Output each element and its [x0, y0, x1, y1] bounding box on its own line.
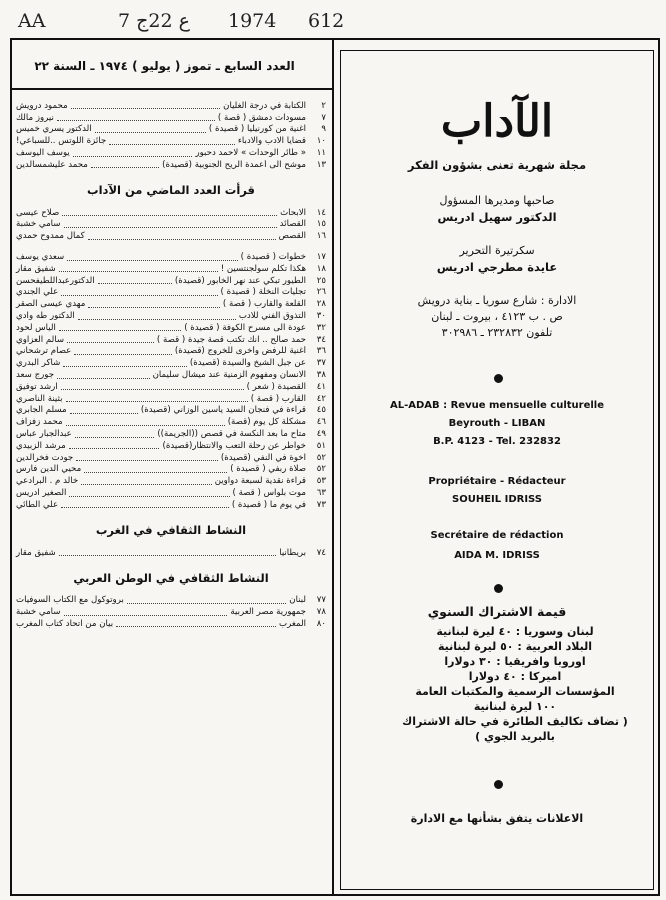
leader-dots — [71, 102, 221, 109]
toc-entry — [16, 405, 326, 417]
toc-entry — [16, 346, 326, 358]
toc-title: في يوم ما ( قصيدة ) — [231, 499, 306, 510]
toc-entry — [16, 147, 326, 159]
toc-page: ٧ — [321, 112, 326, 123]
toc-author: مرشد الزبيدي — [16, 440, 66, 451]
toc-entry — [16, 287, 326, 299]
toc-entry — [16, 547, 326, 559]
toc-page: ٣٧ — [316, 358, 326, 369]
toc-entry — [16, 464, 326, 476]
leader-dots — [109, 138, 235, 145]
french-owner-name: SOUHEIL IDRISS — [452, 494, 542, 505]
bullet-icon — [494, 584, 503, 593]
french-secretary-name: AIDA M. IDRISS — [454, 550, 540, 561]
toc-author: علي الطائي — [16, 499, 59, 510]
toc-page: ٧٣ — [316, 499, 326, 510]
toc-author: الدكتور يسري خميس — [16, 124, 92, 135]
toc-entry — [16, 381, 326, 393]
toc-title: جمهورية مصر العربية — [230, 607, 306, 618]
bullet-icon — [494, 374, 503, 383]
toc-title: التذوق الفني للادب — [238, 311, 306, 322]
bullet-icon — [494, 780, 503, 789]
toc-title: القصائد — [279, 219, 306, 230]
toc-page: ١٨ — [316, 263, 326, 274]
toc-page: ٣٢ — [316, 322, 326, 333]
toc-author: بيان من اتحاد كتاب المغرب — [16, 618, 114, 629]
toc-title: لبنان — [289, 595, 306, 606]
toc-author: شفيق مقار — [16, 547, 56, 558]
leader-dots — [66, 395, 248, 402]
toc-author: يوسف اليوسف — [16, 148, 70, 159]
toc-author: جودت فخرالدين — [16, 452, 74, 463]
toc-author: محمد زفزاف — [16, 417, 63, 428]
subscription-line: البلاد العربية : ٥٠ ليرة لبنانية — [437, 640, 593, 653]
leader-dots — [78, 313, 236, 320]
toc-page: ٤٢ — [316, 393, 326, 404]
owner-label: صاحبها ومديرها المسؤول — [439, 194, 555, 207]
leader-dots — [63, 360, 187, 367]
leader-dots — [59, 265, 218, 272]
subscription-line: ١٠٠ ليرة لبنانية — [473, 700, 557, 713]
leader-dots — [84, 466, 227, 473]
toc-title: « طائر الوحدات » لاحمد دحبور — [195, 148, 306, 159]
address-line: تلفون ٢٣٢٨٣٢ ـ ٣٠٢٩٨٦ — [441, 326, 553, 339]
toc-author: كمال ممدوح حمدي — [16, 231, 85, 242]
toc-page: ١٣ — [316, 159, 326, 170]
leader-dots — [66, 419, 225, 426]
toc-page: ٤٩ — [316, 429, 326, 440]
toc-title: خواطر عن رحلة التعب والانتظار(قصيدة) — [162, 440, 306, 451]
toc-group — [16, 547, 326, 559]
toc-entry — [16, 298, 326, 310]
subscription-line: لبنان وسوريا : ٤٠ ليرة لبنانية — [436, 625, 594, 638]
leader-dots — [57, 114, 215, 121]
toc-entry — [16, 251, 326, 263]
toc-entry — [16, 428, 326, 440]
toc-author: مهدي عيسى الصقر — [16, 299, 86, 310]
toc-author: جورج سعد — [16, 370, 55, 381]
toc-title: أغنية للرفض وأخرى للخروج (قصيدة) — [174, 346, 306, 357]
toc-entry — [16, 322, 326, 334]
french-owner-label: Propriétaire - Rédacteur — [428, 476, 566, 487]
subscription-line: بالبريد الجوي ) — [475, 730, 555, 743]
toc-title: موشح الى أعمدة الريح الجنوبية (قصيدة) — [162, 159, 306, 170]
toc-entry — [16, 416, 326, 428]
toc-author: شفيق مقار — [16, 263, 56, 274]
handwritten-year: 1974 — [228, 10, 277, 32]
subscription-line: اميركا : ٤٠ دولارا — [468, 670, 562, 683]
leader-dots — [61, 501, 229, 508]
toc-title: تجليات النخلة ( قصيدة ) — [220, 287, 306, 298]
toc-entry — [16, 207, 326, 219]
toc-author: بثينة الناصري — [16, 393, 63, 404]
leader-dots — [69, 490, 229, 497]
secretary-name: عايدة مطرجي ادريس — [436, 260, 558, 274]
toc-page: ٣٤ — [316, 334, 326, 345]
toc-page: ٧٧ — [316, 595, 326, 606]
leader-dots — [74, 348, 172, 355]
magazine-logo: الآداب — [440, 96, 554, 147]
toc-title: الانسان ومفهوم الزمنية عند ميشال سليمان — [152, 370, 306, 381]
toc-author: شاكر البدري — [16, 358, 61, 369]
toc-entry — [16, 124, 326, 136]
leader-dots — [88, 233, 276, 240]
leader-dots — [69, 442, 160, 449]
toc-group — [16, 251, 326, 511]
toc-page: ١٠ — [316, 136, 326, 147]
toc-title: عودة الى مسرح الكوفة ( قصيدة ) — [184, 322, 306, 333]
leader-dots — [73, 150, 193, 157]
toc-entry — [16, 219, 326, 231]
leader-dots — [61, 289, 217, 296]
toc-author: الياس لحود — [16, 322, 56, 333]
toc-title: عن جبل الشيخ والسيدة (قصيدة) — [189, 358, 306, 369]
toc-entry — [16, 369, 326, 381]
leader-dots — [75, 431, 155, 438]
toc-title: متاح ما بعد النكسة في قصص ((الجريمة)) — [157, 429, 306, 440]
address-line: الادارة : شارع سوريا ـ بناية درويش — [417, 294, 577, 307]
toc-title: المغرب — [279, 618, 306, 629]
french-address: B.P. 4123 - Tel. 232832 — [433, 436, 561, 447]
french-secretary-label: Secrétaire de rédaction — [430, 530, 564, 541]
toc-entry — [16, 606, 326, 618]
address-line: ص . ب ٤١٢٣ ، بيروت ـ لبنان — [431, 310, 563, 323]
toc-entry — [16, 310, 326, 322]
toc-title: الابحاث — [280, 207, 306, 218]
toc-entry — [16, 595, 326, 607]
toc-page: ٥٢ — [316, 452, 326, 463]
toc-entry — [16, 393, 326, 405]
toc-page: ٨٠ — [316, 618, 326, 629]
toc-title: القارب ( قصة ) — [250, 393, 306, 404]
toc-page: ٧٨ — [316, 607, 326, 618]
subscription-line: ( تضاف تكاليف الطائرة في حالة الاشتراك — [402, 715, 628, 728]
toc-title: موت بلواس ( قصة ) — [232, 488, 306, 498]
toc-entry — [16, 452, 326, 464]
toc-page: ٤٦ — [316, 417, 326, 428]
toc-page: ٣٦ — [316, 346, 326, 357]
toc-group — [16, 100, 326, 171]
toc-author: محمود درويش — [16, 100, 68, 111]
toc-page: ١٦ — [316, 231, 326, 242]
toc-title: قراءة في فنجان السيد ياسين الوزاني (قصيدة) — [140, 405, 306, 416]
leader-dots — [91, 161, 159, 168]
leader-dots — [67, 336, 154, 343]
toc-page: ٢٥ — [316, 275, 326, 286]
toc-author: الدكتور طه وادي — [16, 311, 75, 322]
subscription-rates — [400, 624, 630, 744]
toc-author: سالم العزاوي — [16, 334, 65, 345]
leader-dots — [67, 254, 237, 261]
owner-name: الدكتور سهيل ادريس — [437, 210, 557, 224]
subscription-title: قيمة الاشتراك السنوي — [427, 604, 567, 619]
toc-title: آخوة في النفي (قصيدة) — [220, 452, 306, 463]
toc-title: مسودات دمشق ( قصة ) — [217, 112, 306, 123]
toc-group — [16, 207, 326, 242]
handwritten-ref: 7 ع 22ج — [118, 10, 190, 32]
toc-author: عصام ترشحاني — [16, 346, 72, 357]
subscription-line: اوروبا وافريقيا : ٣٠ دولارا — [444, 655, 586, 668]
leader-dots — [70, 407, 138, 414]
leader-dots — [98, 277, 172, 284]
toc-entry — [16, 112, 326, 124]
toc-page: ٣٨ — [316, 370, 326, 381]
handwritten-annotation — [0, 4, 666, 38]
toc-author: بروتوكول مع الكتاب السوفيات — [16, 595, 124, 606]
toc-page: ١٥ — [316, 219, 326, 230]
toc-title: القصيدة ( شعر ) — [246, 381, 306, 392]
toc-entry — [16, 357, 326, 369]
toc-entry — [16, 230, 326, 242]
toc-author: سامي خشبة — [16, 219, 61, 230]
toc-title: قضايا الادب والادباء — [237, 136, 306, 147]
toc-title: هكذا تكلم سولجنتسين ! — [220, 263, 306, 274]
toc-page: ١١ — [316, 148, 326, 159]
toc-author: صلاح عيسى — [16, 207, 60, 218]
toc-author: محيي الدين فارس — [16, 464, 82, 475]
toc-page: ٩ — [321, 124, 326, 135]
toc-author: خالد م . البرادعي — [16, 476, 79, 487]
toc-entry — [16, 475, 326, 487]
toc-author: عبدالجبار عباس — [16, 429, 72, 440]
toc-title: الطيور تبكي عند نهر الخابور (قصيدة) — [174, 275, 306, 286]
toc-entry — [16, 135, 326, 147]
handwritten-number: 612 — [308, 10, 345, 32]
magazine-subtitle: مجلة شهرية تعنى بشؤون الفكر — [407, 158, 587, 172]
toc-author: مسلم الجابري — [16, 405, 67, 416]
leader-dots — [116, 620, 276, 627]
toc-page: ٥٢ — [316, 464, 326, 475]
toc-title: صلاة ربفي ( قصيدة ) — [230, 464, 306, 475]
table-of-contents — [16, 100, 326, 630]
toc-page: ٥٣ — [316, 476, 326, 487]
toc-author: الدكتورعبداللطيفحسن — [16, 275, 95, 286]
toc-entry — [16, 334, 326, 346]
leader-dots — [64, 221, 277, 228]
leader-dots — [88, 301, 220, 308]
leader-dots — [81, 478, 212, 485]
toc-entry — [16, 487, 326, 499]
handwritten-code: AA — [18, 10, 46, 32]
section-heading: النشاط الثقافي في الوطن العربي — [73, 570, 269, 585]
toc-entry — [16, 275, 326, 287]
toc-title: حمد صالح .. انك تكتب قصة جيدة ( قصة ) — [156, 334, 306, 345]
leader-dots — [57, 372, 150, 379]
toc-title: قراءة نقدية لسبعة دواوين — [214, 476, 306, 487]
toc-entry — [16, 618, 326, 630]
leader-dots — [95, 126, 206, 133]
toc-page: ٧٤ — [316, 547, 326, 558]
toc-page: ٢٦ — [316, 287, 326, 298]
secretary-label: سكرتيرة التحرير — [459, 244, 535, 257]
leader-dots — [59, 324, 181, 331]
toc-author: ارشد توفيق — [16, 381, 58, 392]
toc-group — [16, 595, 326, 630]
masthead-frame — [340, 50, 654, 890]
toc-entry — [16, 159, 326, 171]
leader-dots — [61, 383, 244, 390]
leader-dots — [62, 209, 277, 216]
toc-page: ١٤ — [316, 207, 326, 218]
toc-page: ٤٥ — [316, 405, 326, 416]
toc-author: سامي خشبة — [16, 607, 61, 618]
toc-title: الكتابة في درجة الغليان — [223, 100, 306, 111]
toc-author: جائزة اللوتس ..للسباعي! — [16, 136, 107, 147]
toc-page: ٥١ — [316, 440, 326, 451]
toc-page: ٣٠ — [316, 311, 326, 322]
section-heading: النشاط الثقافي في الغرب — [95, 522, 247, 537]
leader-dots — [127, 597, 286, 604]
leader-dots — [64, 609, 228, 616]
issue-header: العدد السابع ـ تموز ( يوليو ) ١٩٧٤ ـ السنة ٢٢ — [34, 59, 295, 73]
toc-page: ٤١ — [316, 381, 326, 392]
section-heading: قرأت العدد الماضي من الآداب — [87, 182, 255, 197]
toc-author: سعدي يوسف — [16, 252, 65, 263]
toc-title: خطوات ( قصيدة ) — [240, 252, 306, 263]
toc-page: ١٧ — [316, 252, 326, 263]
toc-title: اغنية من كورنيليا ( قصيدة ) — [208, 124, 306, 135]
leader-dots — [59, 549, 276, 556]
toc-entry — [16, 100, 326, 112]
leader-dots — [76, 454, 218, 461]
french-city: Beyrouth - LIBAN — [448, 418, 546, 429]
french-title: AL-ADAB : Revue mensuelle culturelle — [389, 400, 605, 411]
column-divider — [332, 38, 334, 896]
toc-title: القلعة والقارب ( قصة ) — [222, 299, 306, 310]
toc-title: مشكلة كل يوم (قصة) — [227, 417, 306, 428]
toc-author: علي الجندي — [16, 287, 59, 298]
toc-entry — [16, 263, 326, 275]
toc-author: محمد عليشمسالدين — [16, 159, 88, 170]
toc-entry — [16, 440, 326, 452]
toc-title: بريطانيا — [279, 547, 306, 558]
toc-author: الصغير ادريس — [16, 488, 67, 498]
subscription-line: المؤسسات الرسمية والمكتبات العامة — [415, 685, 615, 698]
ads-note: الاعلانات يتفق بشأنها مع الادارة — [410, 812, 584, 825]
toc-entry — [16, 499, 326, 511]
toc-page: ٢٨ — [316, 299, 326, 310]
toc-author: نيروز مالك — [16, 112, 54, 123]
toc-page: ٢ — [321, 100, 326, 111]
toc-page: ٦٣ — [316, 488, 326, 498]
toc-title: القصص — [278, 231, 306, 242]
